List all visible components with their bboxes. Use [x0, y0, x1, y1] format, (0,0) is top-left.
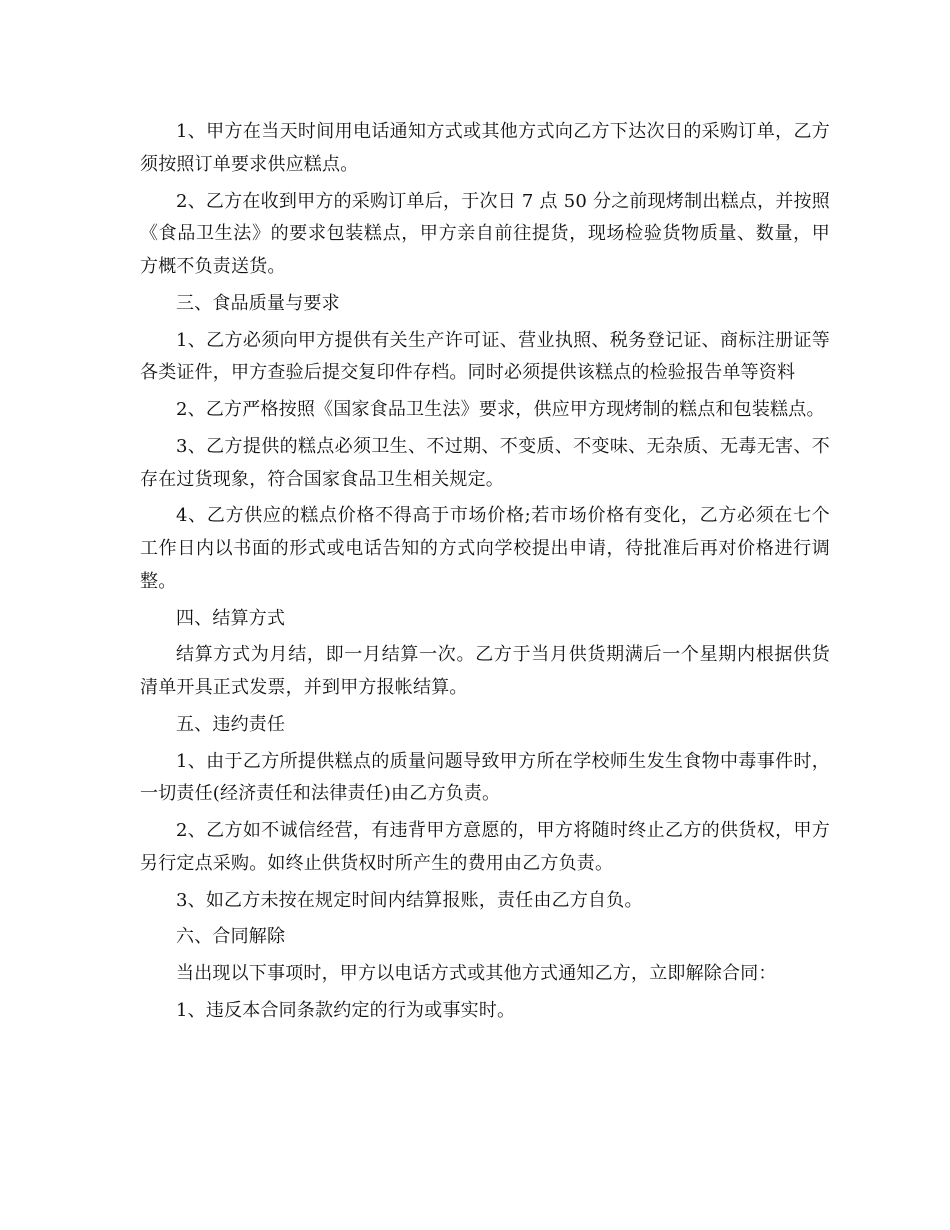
paragraph-settlement: 结算方式为月结，即一月结算一次。乙方于当月供货期满后一个星期内根据供货清单开具正式发票，并到甲方报帐结算。 [140, 644, 830, 698]
paragraph-terminate-supply: 2、乙方如不诚信经营，有违背甲方意愿的，甲方将随时终止乙方的供货权，甲方另行定点采购。如终止供货权时所产生的费用由乙方负责。 [140, 820, 830, 874]
document-body [140, 116, 830, 1032]
section-heading-settlement: 四、结算方式 [176, 607, 286, 629]
paragraph-quality-standards: 3、乙方提供的糕点必须卫生、不过期、不变质、不变味、无杂质、无毒无害、不存在过货现象，符合国家食品卫生相关规定。 [140, 435, 830, 490]
paragraph-pricing: 4、乙方供应的糕点价格不得高于市场价格;若市场价格有变化，乙方必须在七个工作日内以书面的形式或电话告知的方式向学校提出申请，待批准后再对价格进行调整。 [140, 505, 830, 592]
paragraph-baking-delivery: 2、乙方在收到甲方的采购订单后，于次日 7 点 50 分之前现烤制出糕点，并按照《食品卫生法》的要求包装糕点，甲方亲自前往提货，现场检验货物质量、数量，甲方概不负责送货。 [140, 190, 830, 277]
section-heading-termination: 六、合同解除 [176, 926, 286, 948]
paragraph-licenses: 1、乙方必须向甲方提供有关生产许可证、营业执照、税务登记证、商标注册证等各类证件，甲方查验后提交复印件存档。同时必须提供该糕点的检验报告单等资料 [140, 329, 830, 384]
paragraph-termination-notice: 当出现以下事项时，甲方以电话方式或其他方式通知乙方，立即解除合同： [176, 963, 777, 985]
section-heading-quality: 三、食品质量与要求 [176, 292, 340, 314]
paragraph-hygiene-law: 2、乙方严格按照《国家食品卫生法》要求，供应甲方现烤制的糕点和包装糕点。 [176, 399, 825, 420]
paragraph-poisoning-liability: 1、由于乙方所提供糕点的质量问题导致甲方所在学校师生发生食物中毒事件时，一切责任(经济责任和法律责任)由乙方负责。 [140, 750, 830, 805]
paragraph-breach: 1、违反本合同条款约定的行为或事实时。 [176, 999, 516, 1021]
paragraph-late-settlement: 3、如乙方未按在规定时间内结算报账，责任由乙方自负。 [176, 889, 643, 911]
section-heading-liability: 五、违约责任 [176, 713, 286, 735]
paragraph-order-notice: 1、甲方在当天时间用电话通知方式或其他方式向乙方下达次日的采购订单，乙方须按照订单要求供应糕点。 [140, 121, 830, 175]
